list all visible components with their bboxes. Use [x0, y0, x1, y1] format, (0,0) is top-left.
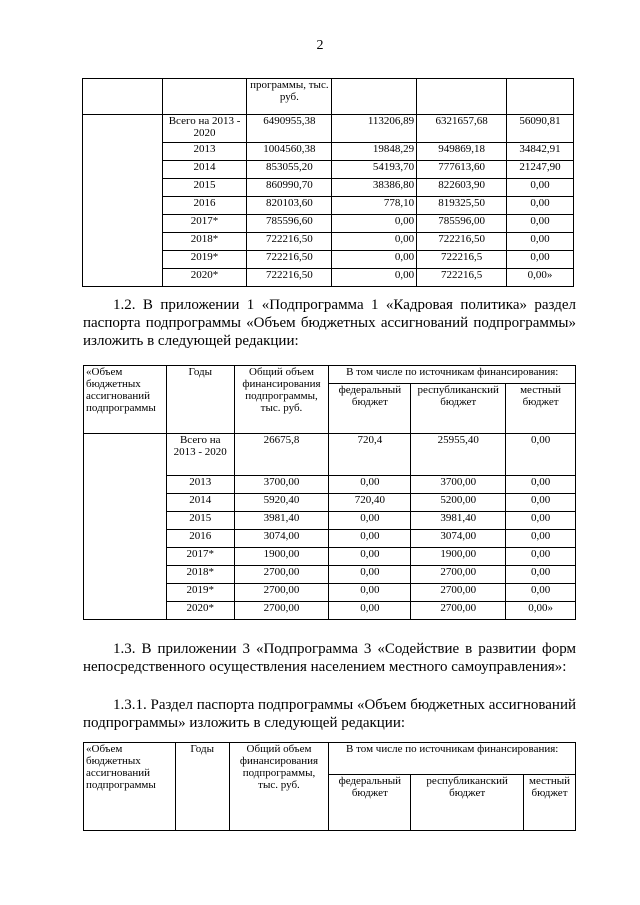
year-cell: 2019* [162, 251, 247, 269]
page-number: 2 [316, 38, 324, 53]
year-cell: 2016 [166, 530, 234, 548]
table-row [83, 115, 574, 143]
column-header-sources: В том числе по источникам финансирования: [329, 366, 576, 384]
year-cell: 2014 [162, 161, 247, 179]
year-cell: 2017* [162, 215, 247, 233]
local-cell: 0,00 [506, 530, 576, 548]
federal-cell: 0,00 [329, 566, 411, 584]
federal-cell: 720,4 [329, 434, 411, 476]
total-cell: 860990,70 [247, 179, 332, 197]
local-cell: 0,00 [506, 584, 576, 602]
total-cell: 722216,50 [247, 269, 332, 287]
column-header-total: программы, тыс. руб. [247, 79, 332, 115]
local-cell: 0,00 [506, 494, 576, 512]
total-cell: 820103,60 [247, 197, 332, 215]
table-subprogram-3-budget [83, 742, 576, 831]
republican-cell: 2700,00 [411, 566, 506, 584]
total-cell: 3700,00 [234, 476, 329, 494]
republican-cell: 2700,00 [411, 584, 506, 602]
federal-cell: 0,00 [329, 602, 411, 620]
total-cell: 3074,00 [234, 530, 329, 548]
federal-cell: 38386,80 [332, 179, 417, 197]
column-header-republican: республиканский бюджет [411, 775, 524, 831]
local-cell: 0,00 [506, 434, 576, 476]
table-subprogram-1-budget [83, 365, 576, 620]
total-cell: 2700,00 [234, 584, 329, 602]
local-cell: 0,00 [506, 566, 576, 584]
column-header-federal: федеральный бюджет [329, 775, 411, 831]
local-cell: 0,00 [507, 251, 574, 269]
total-cell: 722216,50 [247, 251, 332, 269]
table-program-budget [82, 78, 574, 287]
label-cell [84, 434, 167, 620]
federal-cell: 0,00 [332, 251, 417, 269]
column-header-sources: В том числе по источникам финансирования: [329, 743, 576, 775]
republican-cell: 3700,00 [411, 476, 506, 494]
column-header-federal: федеральный бюджет [329, 384, 411, 434]
column-header-label: «Объем бюджетных ассигнований подпрограммы [84, 366, 167, 434]
total-cell: 1004560,38 [247, 143, 332, 161]
total-cell: 26675,8 [234, 434, 329, 476]
federal-cell: 778,10 [332, 197, 417, 215]
local-cell: 0,00 [506, 476, 576, 494]
republican-cell: 2700,00 [411, 602, 506, 620]
column-header-local: местный бюджет [506, 384, 576, 434]
year-cell: Всего на 2013 - 2020 [166, 434, 234, 476]
column-header-label: «Объем бюджетных ассигнований подпрограммы [84, 743, 176, 831]
federal-cell: 0,00 [332, 233, 417, 251]
year-cell: 2020* [162, 269, 247, 287]
republican-cell: 777613,60 [417, 161, 507, 179]
local-cell: 0,00 [507, 215, 574, 233]
column-header-years: Годы [166, 366, 234, 434]
local-cell: 0,00 [506, 548, 576, 566]
total-cell: 5920,40 [234, 494, 329, 512]
year-cell: 2016 [162, 197, 247, 215]
federal-cell: 0,00 [329, 476, 411, 494]
year-cell: 2020* [166, 602, 234, 620]
republican-cell: 1900,00 [411, 548, 506, 566]
republican-cell: 722216,5 [417, 269, 507, 287]
year-cell: 2017* [166, 548, 234, 566]
label-cell [83, 115, 163, 287]
republican-cell: 6321657,68 [417, 115, 507, 143]
republican-cell: 785596,00 [417, 215, 507, 233]
republican-cell: 819325,50 [417, 197, 507, 215]
local-cell: 0,00 [507, 179, 574, 197]
federal-cell: 0,00 [329, 512, 411, 530]
local-cell: 0,00» [507, 269, 574, 287]
federal-cell: 0,00 [329, 584, 411, 602]
year-cell: 2013 [166, 476, 234, 494]
local-cell: 0,00 [507, 197, 574, 215]
total-cell: 1900,00 [234, 548, 329, 566]
table-row [84, 434, 576, 476]
year-cell: 2015 [166, 512, 234, 530]
paragraph-1-2: 1.2. В приложении 1 «Подпрограмма 1 «Кадровая политика» раздел паспорта подпрограммы «Объем бюджетных ассигнований подпрограммы» изложить в следующей редакции: [83, 297, 576, 349]
republican-cell: 5200,00 [411, 494, 506, 512]
republican-cell: 949869,18 [417, 143, 507, 161]
local-cell: 0,00» [506, 602, 576, 620]
local-cell: 21247,90 [507, 161, 574, 179]
column-header-total: Общий объем финансирования подпрограммы, тыс. руб. [234, 366, 329, 434]
federal-cell: 720,40 [329, 494, 411, 512]
federal-cell: 0,00 [332, 215, 417, 233]
year-cell: 2019* [166, 584, 234, 602]
year-cell: Всего на 2013 - 2020 [162, 115, 247, 143]
column-header-republican: республиканский бюджет [411, 384, 506, 434]
local-cell: 0,00 [507, 233, 574, 251]
year-cell: 2013 [162, 143, 247, 161]
federal-cell: 19848,29 [332, 143, 417, 161]
table-header-row [83, 79, 574, 115]
year-cell: 2018* [166, 566, 234, 584]
column-header-local: местный бюджет [524, 775, 576, 831]
local-cell: 56090,81 [507, 115, 574, 143]
local-cell: 34842,91 [507, 143, 574, 161]
republican-cell: 822603,90 [417, 179, 507, 197]
federal-cell: 113206,89 [332, 115, 417, 143]
table-header-row [84, 743, 576, 775]
column-header-total: Общий объем финансирования подпрограммы, тыс. руб. [229, 743, 329, 831]
total-cell: 2700,00 [234, 566, 329, 584]
total-cell: 2700,00 [234, 602, 329, 620]
total-cell: 853055,20 [247, 161, 332, 179]
total-cell: 6490955,38 [247, 115, 332, 143]
year-cell: 2018* [162, 233, 247, 251]
total-cell: 3981,40 [234, 512, 329, 530]
federal-cell: 0,00 [332, 269, 417, 287]
paragraph-1-3-1: 1.3.1. Раздел паспорта подпрограммы «Объем бюджетных ассигнований подпрограммы» изложить в следующей редакции: [83, 697, 576, 731]
republican-cell: 722216,5 [417, 251, 507, 269]
federal-cell: 54193,70 [332, 161, 417, 179]
republican-cell: 722216,50 [417, 233, 507, 251]
paragraph-1-3: 1.3. В приложении 3 «Подпрограмма 3 «Содействие в развитии форм непосредственного осуществления населением местного самоуправления»: [83, 641, 576, 675]
local-cell: 0,00 [506, 512, 576, 530]
republican-cell: 3981,40 [411, 512, 506, 530]
year-cell: 2014 [166, 494, 234, 512]
column-header-years: Годы [175, 743, 229, 831]
federal-cell: 0,00 [329, 530, 411, 548]
federal-cell: 0,00 [329, 548, 411, 566]
republican-cell: 3074,00 [411, 530, 506, 548]
total-cell: 785596,60 [247, 215, 332, 233]
year-cell: 2015 [162, 179, 247, 197]
table-header-row [84, 366, 576, 384]
republican-cell: 25955,40 [411, 434, 506, 476]
total-cell: 722216,50 [247, 233, 332, 251]
